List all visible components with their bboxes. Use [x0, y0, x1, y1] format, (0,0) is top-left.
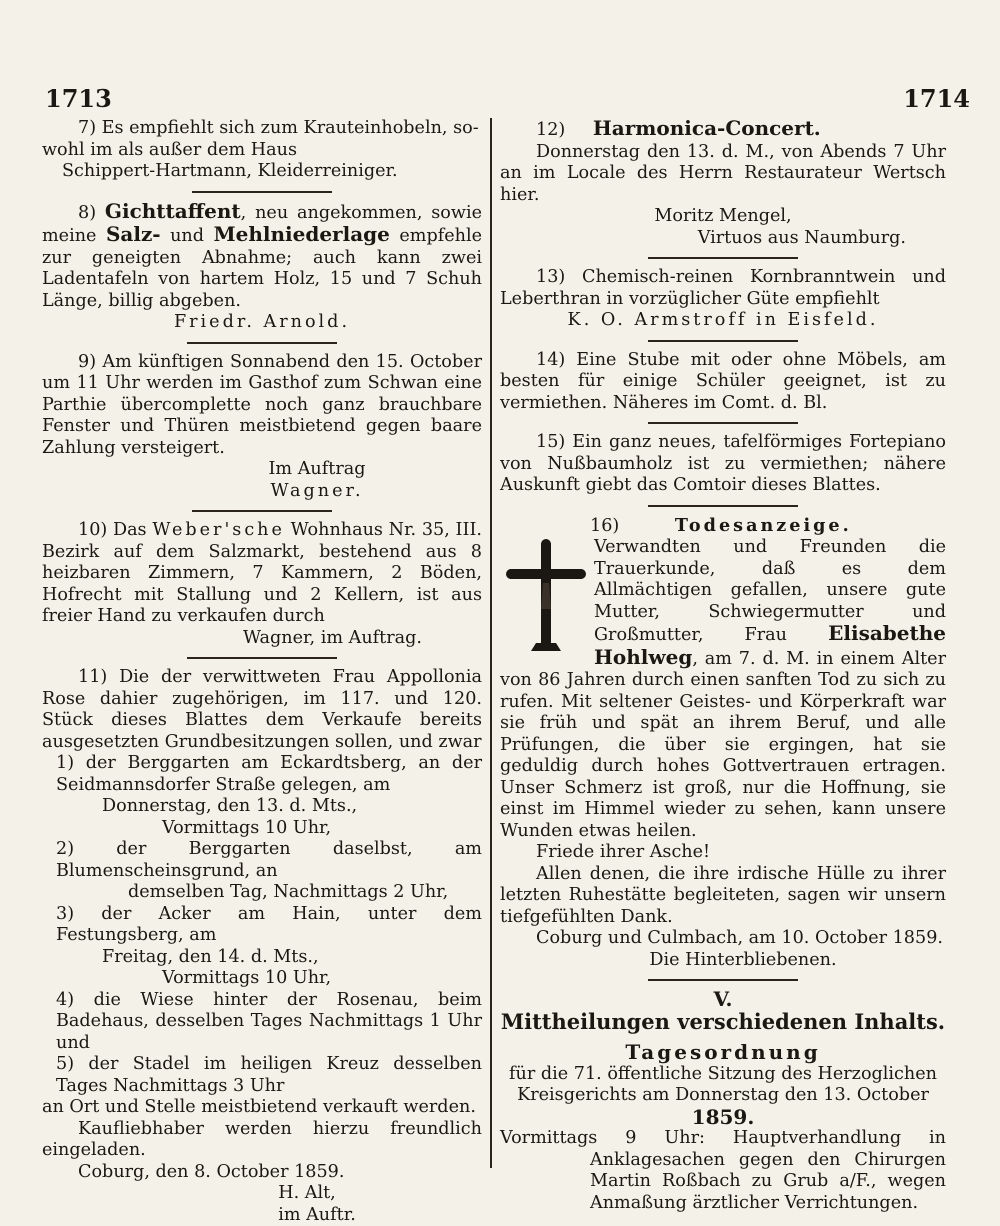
ad-7-line-2: wohl im als außer dem Haus: [42, 140, 482, 162]
ad-16-signature: Die Hinterbliebenen.: [500, 950, 946, 972]
rule-divider: [648, 979, 798, 981]
ad-15-text: 15) Ein ganz neues, tafelförmiges Fortepiano von Nußbaumholz ist zu vermiethen; nähere Auskunft giebt das Comtoir dieses Blattes.: [500, 432, 946, 497]
cross-icon: [506, 539, 586, 655]
ad-7-line-1: 7) Es empfiehlt sich zum Krauteinhobeln, so-: [42, 118, 482, 140]
rule-divider: [187, 342, 337, 344]
ad-8-keyword-salz: Salz-: [106, 222, 161, 246]
rule-divider: [648, 340, 798, 342]
ad-11-item-1-date: Donnerstag, den 13. d. Mts.,: [102, 796, 482, 818]
ad-16-thanks: Allen denen, die ihre irdische Hülle zu ihrer letzten Ruhestätte begleiteten, sagen wir unsern tiefgefühlten Dank.: [500, 864, 946, 929]
ad-8-keyword-mehl: Mehlniederlage: [213, 222, 389, 246]
ad-12-signature-1: Moritz Mengel,: [500, 206, 946, 228]
page-number-left: 1713: [45, 84, 112, 113]
right-column: [500, 118, 946, 1214]
ad-11-item-1-time: Vormittags 10 Uhr,: [162, 818, 482, 840]
ad-8-text: 8) Gichttaffent, neu angekommen, sowie meine Salz- und Mehlniederlage empfehle zur geneigten Abnahme; auch kann zwei Ladentafeln von hartem Holz, 15 und 7 Schuh Länge, billig abgeben.: [42, 201, 482, 313]
agenda-title: Tagesordnung: [500, 1042, 946, 1064]
agenda-subtitle: für die 71. öffentliche Sitzung des Herzoglichen Kreisgerichts am Donnerstag den 13. October: [500, 1064, 946, 1107]
ad-11-buyers: Kaufliebhaber werden hierzu freundlich eingeladen.: [42, 1119, 482, 1162]
ad-16-text: Verwandten und Freunden die Trauerkunde, daß es dem Allmächtigen gefallen, unsere gute Mutter, Schwiegermutter und Großmutter, Frau Elisabethe Hohlweg, am 7. d. M. in einem Alter von 86 Jahren durch einen sanften Tod zu sich zu rufen. Mit seltener Geistes- und Körperkraft war sie früh und spät an ihrem Beruf, und alle Prüfungen, die über sie ergingen, hat sie geduldig durch hohes Gottvertrauen ertragen. Unser Schmerz ist groß, nur die Hoffnung, sie einst im Himmel wieder zu sehen, kann unsere Wunden etwas heilen.: [500, 537, 946, 842]
ad-11-date: Coburg, den 8. October 1859.: [42, 1162, 482, 1184]
rule-divider: [192, 191, 332, 193]
ad-11-item-3-time: Vormittags 10 Uhr,: [162, 968, 482, 990]
ad-12-text: Donnerstag den 13. d. M., von Abends 7 Uhr an im Locale des Herrn Restaurateur Wertsch hier.: [500, 142, 946, 207]
ad-13-text: 13) Chemisch-reinen Kornbranntwein und Leberthran in vorzüglicher Güte empfiehlt: [500, 267, 946, 310]
ad-12-title: Harmonica-Concert.: [593, 116, 821, 140]
ad-10-signature: Wagner, im Auftrag.: [42, 628, 482, 650]
ad-8-signature: Friedr. Arnold.: [42, 312, 482, 334]
rule-divider: [648, 422, 798, 424]
ad-11-item-5: 5) der Stadel im heiligen Kreuz desselben Tages Nachmittags 3 Uhr: [56, 1054, 482, 1097]
page-number-right: 1714: [903, 84, 970, 113]
ad-8-keyword-gichttaffent: Gichttaffent: [105, 199, 241, 223]
ad-11-signature-1: H. Alt,: [42, 1183, 482, 1205]
ad-16-title: Todesanzeige.: [675, 515, 852, 536]
ad-11-item-3-date: Freitag, den 14. d. Mts.,: [102, 947, 482, 969]
column-divider: [490, 118, 492, 1168]
ad-11-signature-2: im Auftr.: [42, 1205, 482, 1226]
ad-9-signature-line-2: Wagner.: [42, 481, 482, 503]
ad-16-peace: Friede ihrer Asche!: [500, 842, 946, 864]
rule-divider: [648, 257, 798, 259]
left-column: [42, 118, 482, 1226]
ad-9-text: 9) Am künftigen Sonnabend den 15. October um 11 Uhr werden im Gasthof zum Schwan eine Parthie übercomplette noch ganz brauchbare Fenster und Thüren meistbietend gegen baare Zahlung versteigert.: [42, 352, 482, 460]
section-title: Mittheilungen verschiedenen Inhalts.: [500, 1011, 946, 1033]
ad-7-signature: Schippert-Hartmann, Kleiderreiniger.: [62, 161, 482, 183]
ad-11-item-3: 3) der Acker am Hain, unter dem Festungsberg, am: [56, 904, 482, 947]
rule-divider: [192, 510, 332, 512]
ad-12-heading: 12) Harmonica-Concert.: [536, 118, 946, 142]
ad-16-place-date: Coburg und Culmbach, am 10. October 1859.: [500, 928, 946, 950]
agenda-year: 1859.: [500, 1107, 946, 1129]
ad-10-name: Weber'sche: [152, 520, 285, 540]
agenda-item: Vormittags 9 Uhr: Hauptverhandlung in Anklagesachen gegen den Chirurgen Martin Roßbach zu Grub a/F., wegen Anmaßung ärztlicher Verrichtungen.: [500, 1128, 946, 1214]
ad-11-closing: an Ort und Stelle meistbietend verkauft werden.: [42, 1097, 482, 1119]
ad-11-item-2: 2) der Berggarten daselbst, am Blumenscheinsgrund, an: [56, 839, 482, 882]
ad-11-intro: 11) Die der verwittweten Frau Appollonia Rose dahier zugehörigen, im 117. und 120. Stück dieses Blattes dem Verkaufe bereits ausgesetzten Grundbesitzungen sollen, und zwar: [42, 667, 482, 753]
ad-11-item-4: 4) die Wiese hinter der Rosenau, beim Badehaus, desselben Tages Nachmittags 1 Uhr und: [56, 990, 482, 1055]
section-number: V.: [500, 989, 946, 1011]
ad-11-item-1: 1) der Berggarten am Eckardtsberg, an der Seidmannsdorfer Straße gelegen, am: [56, 753, 482, 796]
rule-divider: [187, 657, 337, 659]
ad-13-signature: K. O. Armstroff in Eisfeld.: [500, 310, 946, 332]
ad-16-heading: 16) Todesanzeige.: [590, 515, 946, 538]
ad-12-signature-2: Virtuos aus Naumburg.: [500, 228, 946, 250]
ad-14-text: 14) Eine Stube mit oder ohne Möbels, am besten für einige Schüler geeignet, ist zu vermiethen. Näheres im Comt. d. Bl.: [500, 350, 946, 415]
ad-10-text: 10) Das Weber'sche Wohnhaus Nr. 35, III. Bezirk auf dem Salzmarkt, bestehend aus 8 heizbaren Zimmern, 7 Kammern, 2 Böden, Hofrecht mit Stallung und 2 Kellern, ist aus freier Hand zu verkaufen durch: [42, 520, 482, 628]
rule-divider: [648, 505, 798, 507]
ad-9-signature-line-1: Im Auftrag: [42, 459, 482, 481]
ad-11-item-2-date: demselben Tag, Nachmittags 2 Uhr,: [128, 882, 482, 904]
ad-16-name: Elisabethe Hohlweg: [594, 621, 946, 669]
